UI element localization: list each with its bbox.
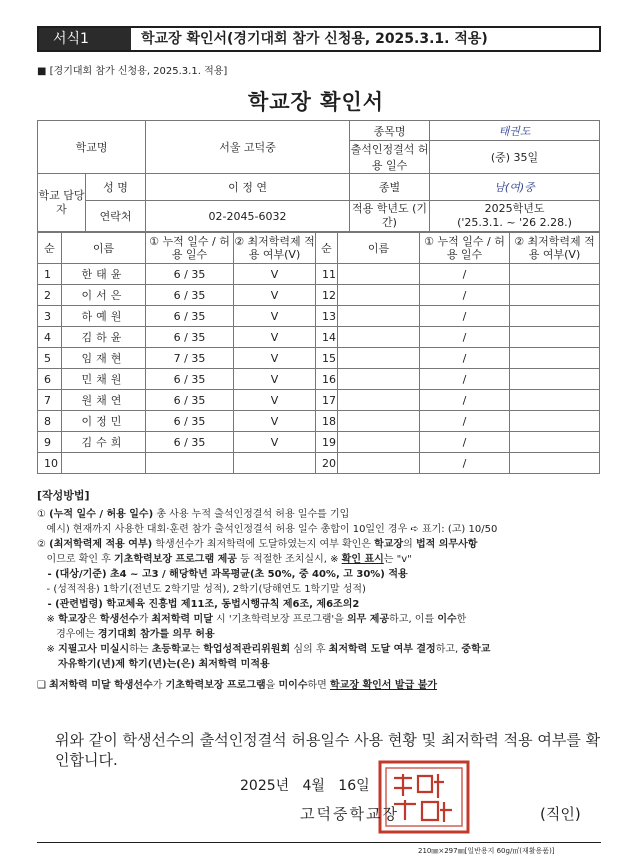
student-name	[338, 348, 420, 369]
method-text: 이므로 확인 후	[37, 554, 115, 565]
cumulative-days: /	[420, 390, 510, 411]
contact-value: 02-2045-6032	[146, 201, 350, 232]
issue-date: 2025년 4월 16일	[240, 778, 370, 794]
cumulative-days: /	[420, 369, 510, 390]
student-name: 이서은	[62, 285, 146, 306]
table-row	[38, 369, 600, 390]
row-number: 16	[316, 369, 338, 390]
minimum-check: V	[234, 327, 316, 348]
row-number: 14	[316, 327, 338, 348]
table-row	[38, 348, 600, 369]
minimum-check	[510, 369, 600, 390]
row-number: 2	[38, 285, 62, 306]
method-text: 하면	[307, 680, 330, 691]
gender-label: 종별	[350, 174, 430, 201]
header-name: 이름	[62, 233, 146, 264]
method-bold: 경기대회 참가를 의무 허용	[97, 629, 215, 640]
table-row	[38, 390, 600, 411]
row-number: 3	[38, 306, 62, 327]
row-number: 6	[38, 369, 62, 390]
row-number: 7	[38, 390, 62, 411]
subheader: ■ [경기대회 참가 신청용, 2025.3.1. 적용]	[37, 66, 228, 77]
row-number: 15	[316, 348, 338, 369]
staff-name-value: 이 정 연	[146, 174, 350, 201]
method-bold: (누적 일수 / 허용 일수)	[49, 509, 154, 520]
cumulative-days: /	[420, 306, 510, 327]
header-no: 순	[38, 233, 62, 264]
row-number: 1	[38, 264, 62, 285]
cumulative-days: /	[420, 285, 510, 306]
table-row	[38, 327, 600, 348]
cumulative-days: /	[420, 348, 510, 369]
method-bold: 이수	[437, 614, 457, 625]
method-bold: 법적 의무사항	[415, 539, 478, 550]
method-bold: 학교장	[374, 539, 404, 550]
minimum-check: V	[234, 306, 316, 327]
bottom-rule	[37, 842, 601, 843]
method-bold: (최저학력제 적용 여부)	[49, 539, 153, 550]
student-name: 임재현	[62, 348, 146, 369]
minimum-check	[510, 411, 600, 432]
method-line-9	[37, 627, 601, 642]
sport-label: 종목명	[350, 121, 430, 141]
form-label: 서식1	[39, 28, 131, 50]
cumulative-days: /	[420, 327, 510, 348]
table-row	[38, 285, 600, 306]
method-text: 가	[152, 680, 166, 691]
method-bold: 지필고사 미실시	[58, 644, 130, 655]
student-name	[338, 390, 420, 411]
student-name: 이정민	[62, 411, 146, 432]
minimum-check: V	[234, 348, 316, 369]
method-text: 의	[403, 539, 416, 550]
method-bold: 미이수	[278, 680, 308, 691]
method-line-10	[37, 642, 601, 657]
method-line-1	[37, 507, 601, 522]
gender-value: 남(여)중	[430, 174, 600, 201]
minimum-check	[510, 264, 600, 285]
student-name: 원채연	[62, 390, 146, 411]
row-number: 12	[316, 285, 338, 306]
method-bold: 최저학력 미달	[151, 614, 213, 625]
cumulative-days: 6 / 35	[146, 390, 234, 411]
method-line-2: 예시) 현재까지 사용한 대회·훈련 참가 출석인정결석 허용 일수 총합이 10일인 경우 ➪ 표기: (고) 10/50	[37, 524, 498, 535]
header-minimum-2: ② 최저학력제 적용 여부(V)	[510, 233, 600, 264]
method-text: 총 사용 누적 출석인정결석 허용 일수를 기입	[153, 509, 350, 520]
cumulative-days: 6 / 35	[146, 285, 234, 306]
student-name	[338, 432, 420, 453]
form-title: 학교장 확인서(경기대회 참가 신청용, 2025.3.1. 적용)	[141, 31, 488, 47]
method-bold: 학교장 확인서 발급 불가	[330, 680, 438, 691]
cumulative-days: 6 / 35	[146, 411, 234, 432]
minimum-check	[510, 285, 600, 306]
method-bold: 학생선수	[99, 614, 139, 625]
minimum-check: V	[234, 264, 316, 285]
minimum-check	[510, 306, 600, 327]
method-line-12	[37, 678, 601, 693]
method-bold: 중학교	[461, 644, 491, 655]
contact-label: 연락처	[86, 201, 146, 232]
writing-method	[37, 488, 601, 693]
minimum-check	[510, 348, 600, 369]
school-value: 서울 고덕중	[146, 121, 350, 174]
method-line-11: 자유학기(년)제 학기(년)는(은) 최저학력 미적용	[37, 659, 270, 670]
table-row	[38, 453, 600, 474]
row-number: 17	[316, 390, 338, 411]
table-row	[38, 411, 600, 432]
student-name: 민채원	[62, 369, 146, 390]
method-text: 은	[87, 614, 100, 625]
minimum-check: V	[234, 285, 316, 306]
method-text: 경우에는	[37, 629, 98, 640]
method-text: 하고,	[435, 644, 462, 655]
method-line-8	[37, 612, 601, 627]
roster-table	[37, 232, 600, 474]
roster-body	[38, 264, 600, 474]
method-line-7: - (관련법령) 학교체육 진흥법 제11조, 동법시행규칙 제6조, 제6조의2	[37, 599, 360, 610]
header-minimum: ② 최저학력제 적용 여부(V)	[234, 233, 316, 264]
year-label: 적용 학년도 (기간)	[350, 201, 430, 232]
cumulative-days: 7 / 35	[146, 348, 234, 369]
staff-label: 학교 담당자	[38, 174, 86, 232]
method-text: 시 '기초학력보장 프로그램'을	[212, 614, 347, 625]
cumulative-days: /	[420, 264, 510, 285]
principal-title: 고덕중학교장	[300, 805, 399, 823]
minimum-check	[510, 327, 600, 348]
table-row	[38, 306, 600, 327]
method-bold: 기초학력보장 프로그램 제공	[114, 554, 237, 565]
seal-label: (직인)	[540, 805, 581, 823]
cumulative-days: /	[420, 432, 510, 453]
minimum-check	[510, 390, 600, 411]
cumulative-days	[146, 453, 234, 474]
method-text: ※	[37, 614, 59, 625]
method-bold: 학업성적관리위원회	[203, 644, 291, 655]
student-name	[338, 264, 420, 285]
minimum-check: V	[234, 411, 316, 432]
minimum-check: V	[234, 432, 316, 453]
cumulative-days: 6 / 35	[146, 306, 234, 327]
student-name	[62, 453, 146, 474]
form-header	[37, 26, 601, 52]
row-number: 9	[38, 432, 62, 453]
year-cell	[430, 201, 600, 232]
method-text: ①	[37, 509, 50, 520]
method-text: ※	[37, 644, 59, 655]
method-text: ②	[37, 539, 50, 550]
student-name	[338, 369, 420, 390]
method-line-4	[37, 552, 601, 567]
minimum-check: V	[234, 369, 316, 390]
minimum-check	[510, 432, 600, 453]
checkbox-icon: ❑	[37, 680, 50, 691]
row-number: 5	[38, 348, 62, 369]
year-range: ('25.3.1. ~ '26 2.28.)	[457, 216, 572, 229]
cumulative-days: 6 / 35	[146, 264, 234, 285]
row-number: 11	[316, 264, 338, 285]
header-cumulative: ① 누적 일수 / 허용 일수	[146, 233, 234, 264]
cumulative-days: 6 / 35	[146, 327, 234, 348]
seal-glyphs	[394, 774, 452, 822]
method-text: 는 "v"	[383, 554, 412, 565]
method-bold: 의무 제공	[347, 614, 390, 625]
year-value: 2025학년도	[484, 202, 545, 215]
allowed-days-label: 출석인정결석 허용 일수	[350, 141, 430, 174]
method-text: 심의 후	[290, 644, 329, 655]
method-text: 하는	[129, 644, 152, 655]
row-number: 20	[316, 453, 338, 474]
student-name: 한태윤	[62, 264, 146, 285]
student-name	[338, 285, 420, 306]
row-number: 10	[38, 453, 62, 474]
row-number: 4	[38, 327, 62, 348]
method-text: 학생선수가 최저학력에 도달하였는지 여부 확인은	[152, 539, 375, 550]
row-number: 13	[316, 306, 338, 327]
method-line-5: - (대상/기준) 초4 ~ 고3 / 해당학년 과목평균(초 50%, 중 40%, 고 30%) 적용	[37, 569, 408, 580]
table-row	[38, 432, 600, 453]
student-name: 김하윤	[62, 327, 146, 348]
method-heading: [작성방법]	[37, 489, 90, 502]
header-name-2: 이름	[338, 233, 420, 264]
minimum-check: V	[234, 390, 316, 411]
confirmation-statement: 위와 같이 학생선수의 출석인정결석 허용일수 사용 현황 및 최저학력 적용 여부를 확인합니다.	[55, 731, 601, 769]
student-name: 김수희	[62, 432, 146, 453]
school-label: 학교명	[38, 121, 146, 174]
student-name	[338, 453, 420, 474]
row-number: 19	[316, 432, 338, 453]
table-row	[38, 264, 600, 285]
student-name	[338, 327, 420, 348]
method-text: 한	[456, 614, 467, 625]
row-number: 8	[38, 411, 62, 432]
student-name	[338, 306, 420, 327]
method-bold: 기초학력보장 프로그램	[165, 680, 266, 691]
method-line-3	[37, 537, 601, 552]
student-name	[338, 411, 420, 432]
header-cumulative-2: ① 누적 일수 / 허용 일수	[420, 233, 510, 264]
info-table	[37, 120, 600, 232]
minimum-check	[510, 453, 600, 474]
document-title: 학교장 확인서	[247, 90, 385, 114]
method-bold: 초등학교	[151, 644, 191, 655]
method-bold: 학교장	[58, 614, 88, 625]
minimum-check	[234, 453, 316, 474]
method-bold: 최저학력 도달 여부 결정	[328, 644, 436, 655]
method-text: 등 적절한 조치실시, ※	[236, 554, 342, 565]
paper-spec-footer: 210㎜×297㎜[일반용지 60g/㎡(재활용품)]	[418, 847, 555, 855]
method-line-6: - (성적적용) 1학기(전년도 2학기말 성적), 2학기(당해연도 1학기말 성적)	[37, 584, 366, 595]
student-name: 하예원	[62, 306, 146, 327]
method-text: 가	[138, 614, 152, 625]
method-bold: 최저학력 미달 학생선수	[49, 680, 153, 691]
method-text: 하고, 이를	[389, 614, 438, 625]
cumulative-days: 6 / 35	[146, 432, 234, 453]
method-text: 을	[265, 680, 279, 691]
cumulative-days: /	[420, 453, 510, 474]
cumulative-days: /	[420, 411, 510, 432]
header-no-2: 순	[316, 233, 338, 264]
row-number: 18	[316, 411, 338, 432]
method-bold: 확인 표시	[341, 554, 384, 565]
allowed-days-value: (중) 35일	[430, 141, 600, 174]
sport-value: 태권도	[430, 121, 600, 141]
cumulative-days: 6 / 35	[146, 369, 234, 390]
staff-name-label: 성 명	[86, 174, 146, 201]
method-text: 는	[190, 644, 204, 655]
